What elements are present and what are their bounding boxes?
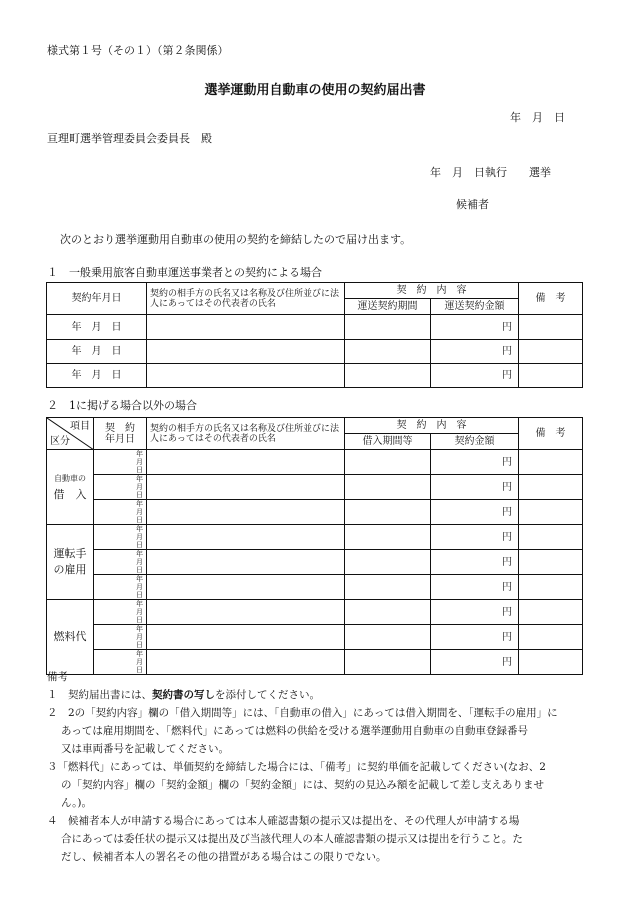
s2-date-year: 年 xyxy=(136,550,143,558)
s2-date-year: 年 xyxy=(136,525,143,533)
s1-col-party: 契約の相手方の氏名又は名称及び住所並びに法人にあってはその代表者の氏名 xyxy=(147,283,345,315)
s1-col-remarks: 備 考 xyxy=(519,283,583,315)
s1-col-amount: 運送契約金額 xyxy=(431,299,519,315)
table-row xyxy=(47,550,583,575)
note-3-cont: ん。)。 xyxy=(61,797,92,809)
s2-row-party xyxy=(147,575,345,600)
notes-heading: 備考 xyxy=(47,671,68,683)
s2-date-month: 月 xyxy=(136,608,143,616)
table-row xyxy=(47,500,583,525)
s2-date-day: 日 xyxy=(136,666,143,674)
s2-col-remarks: 備 考 xyxy=(519,418,583,450)
s1-col-period: 運送契約期間 xyxy=(345,299,431,315)
s2-date-month: 月 xyxy=(136,558,143,566)
s2-row-date xyxy=(94,625,147,650)
s2-date-year: 年 xyxy=(136,650,143,658)
s2-row-party xyxy=(147,525,345,550)
s2-col-date xyxy=(94,418,147,450)
note-1-pre: １ 契約届出書には、 xyxy=(47,689,152,701)
s2-row-party xyxy=(147,500,345,525)
s1-row-amount: 円 xyxy=(431,315,519,340)
s2-row-amount: 円 xyxy=(431,650,519,675)
s2-col-amount: 契約金額 xyxy=(431,434,519,450)
s2-row-amount: 円 xyxy=(431,525,519,550)
s2-row-date xyxy=(94,525,147,550)
note-2-cont: あっては雇用期間を、「燃料代」にあっては燃料の供給を受ける選挙運動用自動車の自動車登録番号 xyxy=(61,725,529,737)
note-4-cont: 合にあっては委任状の提示又は提出及び当該代理人の本人確認書類の提示又は提出を行うこと。た xyxy=(61,833,523,845)
election-line: 年 月 日執行 選挙 xyxy=(430,166,551,179)
s2-date-year: 年 xyxy=(136,600,143,608)
s2-row-amount: 円 xyxy=(431,550,519,575)
note-4: ４ 候補者本人が申請する場合にあっては本人確認書類の提示又は提出を、その代理人が申請する場 xyxy=(47,815,520,827)
s2-date-month: 月 xyxy=(136,533,143,541)
note-1 xyxy=(47,686,558,704)
s1-row-period xyxy=(345,364,431,388)
s2-date-day: 日 xyxy=(136,466,143,474)
note-1-bold: 契約書の写し xyxy=(152,689,215,701)
s2-row-remarks xyxy=(519,500,583,525)
s2-date-year: 年 xyxy=(136,500,143,508)
s1-row-date: 年 月 日 xyxy=(47,315,147,340)
s2-row-party xyxy=(147,600,345,625)
section2-heading: ２ 1に掲げる場合以外の場合 xyxy=(47,399,197,412)
s1-row-date: 年 月 日 xyxy=(47,364,147,388)
s2-group-label xyxy=(47,600,94,675)
s2-row-period xyxy=(345,450,431,475)
s2-row-amount: 円 xyxy=(431,500,519,525)
s2-row-remarks xyxy=(519,450,583,475)
s1-row-party xyxy=(147,340,345,364)
s2-col-period: 借入期間等 xyxy=(345,434,431,450)
s2-row-amount: 円 xyxy=(431,475,519,500)
s2-group-label-bottom: の雇用 xyxy=(53,563,87,576)
s2-group-label-top: 自動車の xyxy=(54,474,86,483)
s2-group-label xyxy=(47,525,94,600)
s1-row-period xyxy=(345,315,431,340)
s2-row-period xyxy=(345,625,431,650)
s2-date-month: 月 xyxy=(136,633,143,641)
s1-col-contract: 契 約 内 容 xyxy=(345,283,519,299)
s1-row-remarks xyxy=(519,364,583,388)
table-row xyxy=(47,625,583,650)
section2-table xyxy=(46,417,583,675)
s2-date-month: 月 xyxy=(136,658,143,666)
table-row xyxy=(47,340,583,364)
s2-col-contract-label: 契 約 xyxy=(105,422,135,434)
s2-row-remarks xyxy=(519,525,583,550)
note-1-post: を添付してください。 xyxy=(215,689,320,701)
s1-row-remarks xyxy=(519,340,583,364)
s2-row-date xyxy=(94,550,147,575)
table-row xyxy=(47,600,583,625)
table-row xyxy=(47,475,583,500)
s2-row-date xyxy=(94,450,147,475)
s2-row-period xyxy=(345,550,431,575)
s2-col-item: 項目 xyxy=(70,421,90,432)
s2-date-year: 年 xyxy=(136,475,143,483)
s2-row-remarks xyxy=(519,625,583,650)
section1-heading: １ 一般乗用旅客自動車運送事業者との契約による場合 xyxy=(47,266,322,279)
s2-date-year: 年 xyxy=(136,575,143,583)
table-row xyxy=(47,315,583,340)
s2-row-amount: 円 xyxy=(431,625,519,650)
s1-row-amount: 円 xyxy=(431,364,519,388)
note-2-cont: 又は車両番号を記載してください。 xyxy=(61,743,229,755)
s2-row-date xyxy=(94,475,147,500)
s2-group-label-top: 運転手 xyxy=(53,547,87,560)
s2-date-day: 日 xyxy=(136,541,143,549)
s2-row-amount: 円 xyxy=(431,575,519,600)
s1-row-date: 年 月 日 xyxy=(47,340,147,364)
s2-header-item-category xyxy=(47,418,94,450)
s2-col-contract: 契 約 内 容 xyxy=(345,418,519,434)
s2-row-party xyxy=(147,450,345,475)
s2-date-month: 月 xyxy=(136,583,143,591)
table-row xyxy=(47,450,583,475)
section1-table xyxy=(46,282,583,388)
s2-row-period xyxy=(345,575,431,600)
s2-row-period xyxy=(345,500,431,525)
s2-date-day: 日 xyxy=(136,591,143,599)
s2-row-remarks xyxy=(519,575,583,600)
s1-row-period xyxy=(345,340,431,364)
s2-row-party xyxy=(147,475,345,500)
s2-row-remarks xyxy=(519,550,583,575)
form-id: 様式第１号（その１）（第２条関係） xyxy=(47,44,229,57)
s2-date-day: 日 xyxy=(136,516,143,524)
s2-date-month: 月 xyxy=(136,458,143,466)
notes xyxy=(47,668,558,866)
s2-row-remarks xyxy=(519,475,583,500)
s2-date-day: 日 xyxy=(136,616,143,624)
s2-col-category: 区分 xyxy=(50,436,70,447)
s2-row-date xyxy=(94,600,147,625)
s2-row-party xyxy=(147,625,345,650)
s2-row-remarks xyxy=(519,600,583,625)
s2-row-period xyxy=(345,525,431,550)
s2-col-party: 契約の相手方の氏名又は名称及び住所並びに法人にあってはその代表者の氏名 xyxy=(147,418,345,450)
note-4-cont: だし、候補者本人の署名その他の措置がある場合はこの限りでない。 xyxy=(61,851,387,863)
table-row xyxy=(47,364,583,388)
s2-row-amount: 円 xyxy=(431,450,519,475)
s2-date-month: 月 xyxy=(136,508,143,516)
s2-date-day: 日 xyxy=(136,491,143,499)
s2-col-date-label: 年月日 xyxy=(105,433,135,445)
page-title: 選挙運動用自動車の使用の契約届出書 xyxy=(204,83,426,98)
date-line: 年 月 日 xyxy=(510,111,565,124)
s2-row-period xyxy=(345,475,431,500)
candidate-label: 候補者 xyxy=(456,198,489,211)
s2-row-period xyxy=(345,600,431,625)
s2-row-amount: 円 xyxy=(431,600,519,625)
s2-date-day: 日 xyxy=(136,641,143,649)
s1-col-date: 契約年月日 xyxy=(47,283,147,315)
s2-group-label-top: 燃料代 xyxy=(53,630,87,643)
s1-row-party xyxy=(147,315,345,340)
s2-row-date xyxy=(94,575,147,600)
s2-date-month: 月 xyxy=(136,483,143,491)
s2-group-label xyxy=(47,450,94,525)
s1-row-remarks xyxy=(519,315,583,340)
addressee: 亘理町選挙管理委員会委員長 殿 xyxy=(47,132,212,145)
s2-date-day: 日 xyxy=(136,566,143,574)
note-3-cont: の「契約内容」欄の「契約金額」欄の「契約金額」には、契約の見込み額を記載して差し支えありませ xyxy=(61,779,544,791)
s2-row-date xyxy=(94,500,147,525)
s2-group-label-bottom: 借 入 xyxy=(53,488,87,501)
table-row xyxy=(47,525,583,550)
s1-row-amount: 円 xyxy=(431,340,519,364)
table-row xyxy=(47,575,583,600)
s2-date-year: 年 xyxy=(136,625,143,633)
s2-date-year: 年 xyxy=(136,450,143,458)
note-2: ２ 2の「契約内容」欄の「借入期間等」には、「自動車の借入」にあっては借入期間を、「運転手の雇用」に xyxy=(47,707,558,719)
note-3: ３「燃料代」にあっては、単価契約を締結した場合には、「備考」に契約単価を記載してください(なお、2 xyxy=(47,761,546,773)
intro-text: 次のとおり選挙運動用自動車の使用の契約を締結したので届け出ます。 xyxy=(60,233,412,246)
s2-row-party xyxy=(147,550,345,575)
s1-row-party xyxy=(147,364,345,388)
